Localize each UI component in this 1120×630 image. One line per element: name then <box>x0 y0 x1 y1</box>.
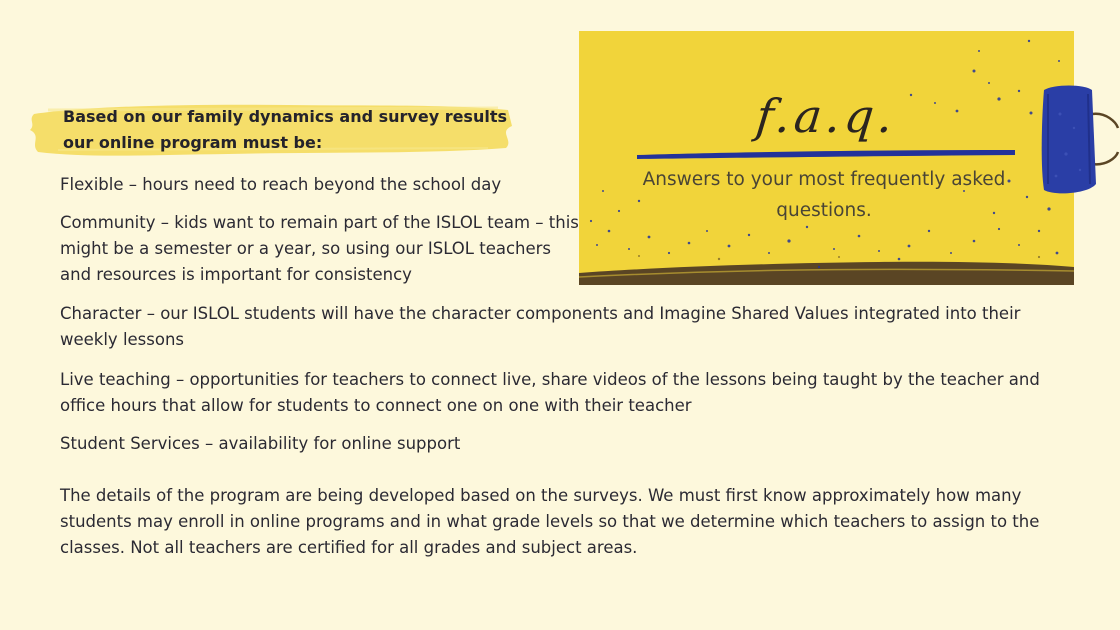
point-community: Community – kids want to remain part of the ISLOL team – this might be a semester or a year, so using our ISLOL teachers and resources is important for consistency <box>60 213 579 284</box>
binder-clip-icon <box>1040 84 1120 196</box>
heading-line-2: our online program must be: <box>63 133 323 152</box>
faq-subtitle: Answers to your most frequently asked questions. <box>642 169 1006 221</box>
point-character: Character – our ISLOL students will have the character components and Imagine Shared Values integrated into their weekly lessons <box>60 304 1021 349</box>
point-flexible: Flexible – hours need to reach beyond the school day <box>60 175 502 194</box>
faq-title: f.a.q. <box>753 89 900 143</box>
heading-line-1: Based on our family dynamics and survey results <box>63 107 507 126</box>
point-live-teaching: Live teaching – opportunities for teachers to connect live, share videos of the lessons being taught by the teacher and office hours that allow for students to connect one on one with their teacher <box>60 370 1040 415</box>
point-student-services: Student Services – availability for online support <box>60 434 461 453</box>
details-paragraph: The details of the program are being developed based on the surveys. We must first know approximately how many students may enroll in online programs and in what grade levels so that we determine which teachers to assign to the classes. Not all teachers are certified for all grades and subject areas. <box>60 486 1040 557</box>
faq-card <box>579 31 1074 285</box>
section-heading <box>63 104 533 156</box>
faq-card-background <box>579 31 1074 285</box>
